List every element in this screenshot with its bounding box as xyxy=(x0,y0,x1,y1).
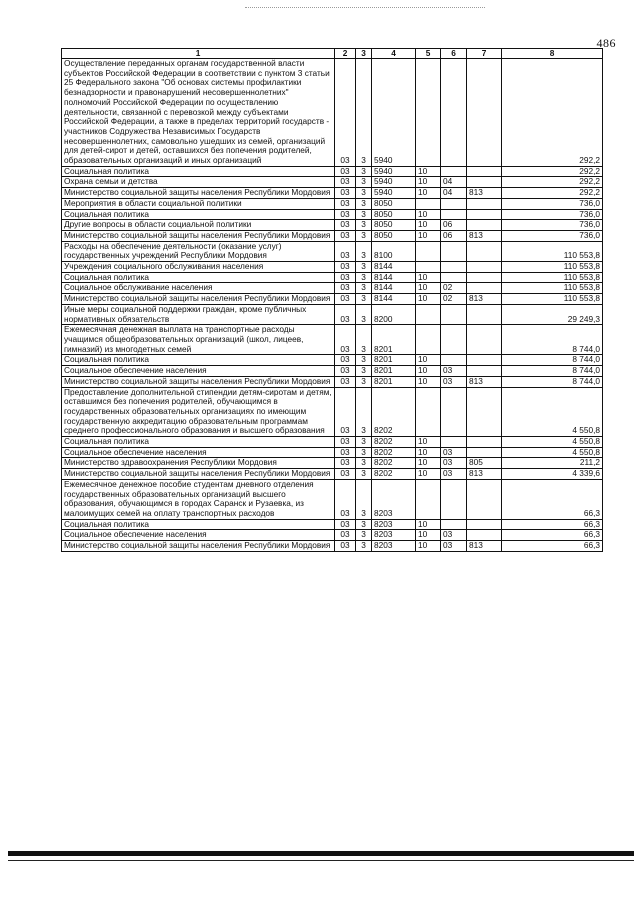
target-code-cell: 5940 xyxy=(372,177,416,188)
item-name-cell: Социальное обслуживание населения xyxy=(62,283,335,294)
target-code-cell: 8201 xyxy=(372,355,416,366)
subsection-code-cell: 3 xyxy=(356,355,372,366)
amount-cell: 736,0 xyxy=(502,230,603,241)
ministry-code-cell: 805 xyxy=(467,458,502,469)
chapter-code-cell xyxy=(416,479,441,519)
table-row xyxy=(62,198,603,209)
chapter-code-cell: 10 xyxy=(416,458,441,469)
section-code-cell: 03 xyxy=(335,188,356,199)
amount-cell: 4 550,8 xyxy=(502,447,603,458)
chapter-code-cell: 10 xyxy=(416,437,441,448)
chapter-code-cell: 10 xyxy=(416,209,441,220)
item-name-cell: Предоставление дополнительной стипендии детям-сиротам и детям, оставшимся без попечения родителей, обучающимся в государственных образовательных организациях по имеющим государственную аккредитацию образовательным программам среднего профессионального образования и высшего образования xyxy=(62,387,335,437)
ministry-code-cell: 813 xyxy=(467,230,502,241)
ministry-code-cell xyxy=(467,198,502,209)
item-name-cell: Министерство социальной защиты населения Республики Мордовия xyxy=(62,469,335,480)
section-code-cell: 03 xyxy=(335,447,356,458)
item-name-cell: Министерство социальной защиты населения Республики Мордовия xyxy=(62,230,335,241)
column-header: 7 xyxy=(467,49,502,59)
ministry-code-cell xyxy=(467,519,502,530)
chapter-code-cell: 10 xyxy=(416,541,441,552)
section-code-cell: 03 xyxy=(335,355,356,366)
amount-cell: 292,2 xyxy=(502,188,603,199)
table-row xyxy=(62,519,603,530)
chapter-code-cell: 10 xyxy=(416,469,441,480)
paragraph-code-cell: 06 xyxy=(441,220,467,231)
subsection-code-cell: 3 xyxy=(356,188,372,199)
ministry-code-cell xyxy=(467,304,502,324)
item-name-cell: Социальная политика xyxy=(62,437,335,448)
item-name-cell: Министерство социальной защиты населения Республики Мордовия xyxy=(62,188,335,199)
amount-cell: 8 744,0 xyxy=(502,376,603,387)
item-name-cell: Социальное обеспечение населения xyxy=(62,366,335,377)
target-code-cell: 8202 xyxy=(372,437,416,448)
target-code-cell: 5940 xyxy=(372,188,416,199)
column-header: 3 xyxy=(356,49,372,59)
column-header: 4 xyxy=(372,49,416,59)
table-row xyxy=(62,230,603,241)
subsection-code-cell: 3 xyxy=(356,387,372,437)
subsection-code-cell: 3 xyxy=(356,458,372,469)
paragraph-code-cell xyxy=(441,198,467,209)
paragraph-code-cell xyxy=(441,166,467,177)
amount-cell: 110 553,8 xyxy=(502,262,603,273)
item-name-cell: Социальное обеспечение населения xyxy=(62,447,335,458)
amount-cell: 736,0 xyxy=(502,209,603,220)
chapter-code-cell: 10 xyxy=(416,272,441,283)
subsection-code-cell: 3 xyxy=(356,272,372,283)
column-header: 8 xyxy=(502,49,603,59)
table-row xyxy=(62,541,603,552)
subsection-code-cell: 3 xyxy=(356,198,372,209)
target-code-cell: 8144 xyxy=(372,283,416,294)
amount-cell: 211,2 xyxy=(502,458,603,469)
chapter-code-cell: 10 xyxy=(416,366,441,377)
ministry-code-cell xyxy=(467,262,502,273)
amount-cell: 110 553,8 xyxy=(502,272,603,283)
target-code-cell: 8050 xyxy=(372,209,416,220)
table-row xyxy=(62,355,603,366)
subsection-code-cell: 3 xyxy=(356,294,372,305)
item-name-cell: Другие вопросы в области социальной политики xyxy=(62,220,335,231)
paragraph-code-cell xyxy=(441,272,467,283)
section-code-cell: 03 xyxy=(335,209,356,220)
paragraph-code-cell xyxy=(441,387,467,437)
table-header xyxy=(62,49,603,59)
item-name-cell: Социальная политика xyxy=(62,209,335,220)
section-code-cell: 03 xyxy=(335,479,356,519)
ministry-code-cell xyxy=(467,59,502,167)
ministry-code-cell xyxy=(467,447,502,458)
ministry-code-cell: 813 xyxy=(467,188,502,199)
item-name-cell: Ежемесячное денежное пособие студентам дневного отделения государственных образовательных организаций высшего образования, обучающимся в городах Саранск и Рузаевка, из малоимущих семей на оплату транспортных расходов xyxy=(62,479,335,519)
ministry-code-cell xyxy=(467,177,502,188)
chapter-code-cell: 10 xyxy=(416,355,441,366)
subsection-code-cell: 3 xyxy=(356,241,372,261)
ministry-code-cell xyxy=(467,241,502,261)
section-code-cell: 03 xyxy=(335,519,356,530)
target-code-cell: 8050 xyxy=(372,230,416,241)
target-code-cell: 8201 xyxy=(372,366,416,377)
section-code-cell: 03 xyxy=(335,283,356,294)
ministry-code-cell xyxy=(467,530,502,541)
bottom-scan-bar xyxy=(8,851,634,856)
table-row xyxy=(62,458,603,469)
target-code-cell: 8202 xyxy=(372,469,416,480)
subsection-code-cell: 3 xyxy=(356,447,372,458)
item-name-cell: Учреждения социального обслуживания населения xyxy=(62,262,335,273)
section-code-cell: 03 xyxy=(335,437,356,448)
target-code-cell: 8144 xyxy=(372,262,416,273)
ministry-code-cell xyxy=(467,437,502,448)
section-code-cell: 03 xyxy=(335,241,356,261)
ministry-code-cell xyxy=(467,325,502,355)
section-code-cell: 03 xyxy=(335,325,356,355)
paragraph-code-cell: 03 xyxy=(441,447,467,458)
chapter-code-cell: 10 xyxy=(416,188,441,199)
ministry-code-cell: 813 xyxy=(467,541,502,552)
amount-cell: 8 744,0 xyxy=(502,325,603,355)
item-name-cell: Охрана семьи и детства xyxy=(62,177,335,188)
target-code-cell: 8050 xyxy=(372,198,416,209)
section-code-cell: 03 xyxy=(335,541,356,552)
paragraph-code-cell xyxy=(441,355,467,366)
table-row xyxy=(62,177,603,188)
ministry-code-cell xyxy=(467,166,502,177)
subsection-code-cell: 3 xyxy=(356,304,372,324)
section-code-cell: 03 xyxy=(335,458,356,469)
item-name-cell: Социальная политика xyxy=(62,519,335,530)
subsection-code-cell: 3 xyxy=(356,479,372,519)
amount-cell: 66,3 xyxy=(502,530,603,541)
table-row xyxy=(62,387,603,437)
amount-cell: 292,2 xyxy=(502,177,603,188)
subsection-code-cell: 3 xyxy=(356,437,372,448)
item-name-cell: Социальная политика xyxy=(62,166,335,177)
subsection-code-cell: 3 xyxy=(356,519,372,530)
target-code-cell: 8202 xyxy=(372,447,416,458)
section-code-cell: 03 xyxy=(335,59,356,167)
paragraph-code-cell: 04 xyxy=(441,188,467,199)
chapter-code-cell: 10 xyxy=(416,220,441,231)
section-code-cell: 03 xyxy=(335,220,356,231)
page-number: 486 xyxy=(596,36,616,50)
column-header: 2 xyxy=(335,49,356,59)
paragraph-code-cell: 03 xyxy=(441,458,467,469)
section-code-cell: 03 xyxy=(335,262,356,273)
ministry-code-cell xyxy=(467,283,502,294)
target-code-cell: 8203 xyxy=(372,541,416,552)
subsection-code-cell: 3 xyxy=(356,469,372,480)
subsection-code-cell: 3 xyxy=(356,366,372,377)
amount-cell: 66,3 xyxy=(502,519,603,530)
item-name-cell: Министерство социальной защиты населения Республики Мордовия xyxy=(62,376,335,387)
paragraph-code-cell xyxy=(441,437,467,448)
target-code-cell: 8144 xyxy=(372,294,416,305)
chapter-code-cell xyxy=(416,241,441,261)
budget-table xyxy=(61,48,603,552)
chapter-code-cell: 10 xyxy=(416,177,441,188)
amount-cell: 110 553,8 xyxy=(502,294,603,305)
ministry-code-cell: 813 xyxy=(467,469,502,480)
ministry-code-cell xyxy=(467,366,502,377)
paragraph-code-cell xyxy=(441,209,467,220)
ministry-code-cell xyxy=(467,209,502,220)
chapter-code-cell: 10 xyxy=(416,166,441,177)
item-name-cell: Министерство социальной защиты населения Республики Мордовия xyxy=(62,541,335,552)
amount-cell: 736,0 xyxy=(502,220,603,231)
subsection-code-cell: 3 xyxy=(356,177,372,188)
table-row xyxy=(62,220,603,231)
subsection-code-cell: 3 xyxy=(356,59,372,167)
subsection-code-cell: 3 xyxy=(356,166,372,177)
paragraph-code-cell: 03 xyxy=(441,366,467,377)
table-row xyxy=(62,294,603,305)
paragraph-code-cell: 02 xyxy=(441,283,467,294)
chapter-code-cell: 10 xyxy=(416,519,441,530)
table-row xyxy=(62,59,603,167)
ministry-code-cell xyxy=(467,479,502,519)
target-code-cell: 8050 xyxy=(372,220,416,231)
subsection-code-cell: 3 xyxy=(356,230,372,241)
subsection-code-cell: 3 xyxy=(356,220,372,231)
subsection-code-cell: 3 xyxy=(356,530,372,541)
item-name-cell: Мероприятия в области социальной политики xyxy=(62,198,335,209)
section-code-cell: 03 xyxy=(335,387,356,437)
table-body xyxy=(62,59,603,552)
target-code-cell: 5940 xyxy=(372,166,416,177)
amount-cell: 110 553,8 xyxy=(502,283,603,294)
section-code-cell: 03 xyxy=(335,366,356,377)
target-code-cell: 8200 xyxy=(372,304,416,324)
item-name-cell: Расходы на обеспечение деятельности (оказание услуг) государственных учреждений Республики Мордовия xyxy=(62,241,335,261)
table-row xyxy=(62,469,603,480)
section-code-cell: 03 xyxy=(335,304,356,324)
paragraph-code-cell xyxy=(441,59,467,167)
table-row xyxy=(62,241,603,261)
paragraph-code-cell xyxy=(441,304,467,324)
table-row xyxy=(62,437,603,448)
ministry-code-cell: 813 xyxy=(467,294,502,305)
subsection-code-cell: 3 xyxy=(356,376,372,387)
chapter-code-cell xyxy=(416,59,441,167)
subsection-code-cell: 3 xyxy=(356,209,372,220)
table-row xyxy=(62,166,603,177)
item-name-cell: Осуществление переданных органам государственной власти субъектов Российской Федерации в соответствии с пунктом 3 статьи 25 Федерального закона "Об основах системы профилактики безнадзорности и правонарушений несовершеннолетних" полномочий Российской Федерации по осуществлению деятельности, связанной с перевозкой между субъектами Российской Федерации, а также в пределах территорий государств - участников Содружества Независимых Государств несовершеннолетних, самовольно ушедших из семей, организаций для детей-сирот и детей, оставшихся без попечения родителей, образовательных организаций и иных организаций xyxy=(62,59,335,167)
target-code-cell: 8203 xyxy=(372,519,416,530)
section-code-cell: 03 xyxy=(335,294,356,305)
chapter-code-cell xyxy=(416,262,441,273)
chapter-code-cell xyxy=(416,325,441,355)
amount-cell: 8 744,0 xyxy=(502,355,603,366)
amount-cell: 292,2 xyxy=(502,166,603,177)
amount-cell: 8 744,0 xyxy=(502,366,603,377)
amount-cell: 4 339,6 xyxy=(502,469,603,480)
table-row xyxy=(62,304,603,324)
chapter-code-cell: 10 xyxy=(416,376,441,387)
target-code-cell: 8202 xyxy=(372,387,416,437)
item-name-cell: Иные меры социальной поддержки граждан, кроме публичных нормативных обязательств xyxy=(62,304,335,324)
chapter-code-cell xyxy=(416,387,441,437)
table-row xyxy=(62,209,603,220)
subsection-code-cell: 3 xyxy=(356,283,372,294)
section-code-cell: 03 xyxy=(335,376,356,387)
table-row xyxy=(62,188,603,199)
chapter-code-cell: 10 xyxy=(416,530,441,541)
target-code-cell: 8203 xyxy=(372,479,416,519)
bottom-scan-line xyxy=(8,860,634,861)
amount-cell: 66,3 xyxy=(502,541,603,552)
paragraph-code-cell: 02 xyxy=(441,294,467,305)
section-code-cell: 03 xyxy=(335,230,356,241)
column-header: 6 xyxy=(441,49,467,59)
item-name-cell: Министерство социальной защиты населения Республики Мордовия xyxy=(62,294,335,305)
chapter-code-cell xyxy=(416,198,441,209)
ministry-code-cell xyxy=(467,220,502,231)
section-code-cell: 03 xyxy=(335,177,356,188)
ministry-code-cell xyxy=(467,355,502,366)
paragraph-code-cell: 03 xyxy=(441,530,467,541)
target-code-cell: 8203 xyxy=(372,530,416,541)
amount-cell: 4 550,8 xyxy=(502,437,603,448)
item-name-cell: Ежемесячная денежная выплата на транспортные расходы учащимся общеобразовательных организаций (школ, лицеев, гимназий) из многодетных семей xyxy=(62,325,335,355)
item-name-cell: Социальная политика xyxy=(62,272,335,283)
paragraph-code-cell: 03 xyxy=(441,376,467,387)
chapter-code-cell: 10 xyxy=(416,230,441,241)
subsection-code-cell: 3 xyxy=(356,541,372,552)
chapter-code-cell xyxy=(416,304,441,324)
table-row xyxy=(62,272,603,283)
target-code-cell: 8144 xyxy=(372,272,416,283)
amount-cell: 66,3 xyxy=(502,479,603,519)
target-code-cell: 8201 xyxy=(372,325,416,355)
item-name-cell: Министерство здравоохранения Республики Мордовия xyxy=(62,458,335,469)
chapter-code-cell: 10 xyxy=(416,294,441,305)
paragraph-code-cell xyxy=(441,325,467,355)
section-code-cell: 03 xyxy=(335,166,356,177)
amount-cell: 110 553,8 xyxy=(502,241,603,261)
section-code-cell: 03 xyxy=(335,272,356,283)
column-header: 1 xyxy=(62,49,335,59)
ministry-code-cell: 813 xyxy=(467,376,502,387)
target-code-cell: 8202 xyxy=(372,458,416,469)
table-row xyxy=(62,447,603,458)
subsection-code-cell: 3 xyxy=(356,262,372,273)
paragraph-code-cell xyxy=(441,262,467,273)
paragraph-code-cell xyxy=(441,519,467,530)
paragraph-code-cell: 04 xyxy=(441,177,467,188)
chapter-code-cell: 10 xyxy=(416,447,441,458)
paragraph-code-cell xyxy=(441,241,467,261)
table-row xyxy=(62,283,603,294)
table-row xyxy=(62,325,603,355)
amount-cell: 736,0 xyxy=(502,198,603,209)
item-name-cell: Социальное обеспечение населения xyxy=(62,530,335,541)
ministry-code-cell xyxy=(467,272,502,283)
paragraph-code-cell: 03 xyxy=(441,541,467,552)
top-scan-line xyxy=(245,7,485,8)
paragraph-code-cell xyxy=(441,479,467,519)
paragraph-code-cell: 06 xyxy=(441,230,467,241)
header-row xyxy=(62,49,603,59)
amount-cell: 4 550,8 xyxy=(502,387,603,437)
column-header: 5 xyxy=(416,49,441,59)
ministry-code-cell xyxy=(467,387,502,437)
item-name-cell: Социальная политика xyxy=(62,355,335,366)
amount-cell: 29 249,3 xyxy=(502,304,603,324)
target-code-cell: 8100 xyxy=(372,241,416,261)
subsection-code-cell: 3 xyxy=(356,325,372,355)
section-code-cell: 03 xyxy=(335,469,356,480)
chapter-code-cell: 10 xyxy=(416,283,441,294)
table-row xyxy=(62,530,603,541)
table-row xyxy=(62,376,603,387)
section-code-cell: 03 xyxy=(335,530,356,541)
table-row xyxy=(62,262,603,273)
paragraph-code-cell: 03 xyxy=(441,469,467,480)
amount-cell: 292,2 xyxy=(502,59,603,167)
section-code-cell: 03 xyxy=(335,198,356,209)
target-code-cell: 5940 xyxy=(372,59,416,167)
target-code-cell: 8201 xyxy=(372,376,416,387)
table-row xyxy=(62,366,603,377)
table-row xyxy=(62,479,603,519)
